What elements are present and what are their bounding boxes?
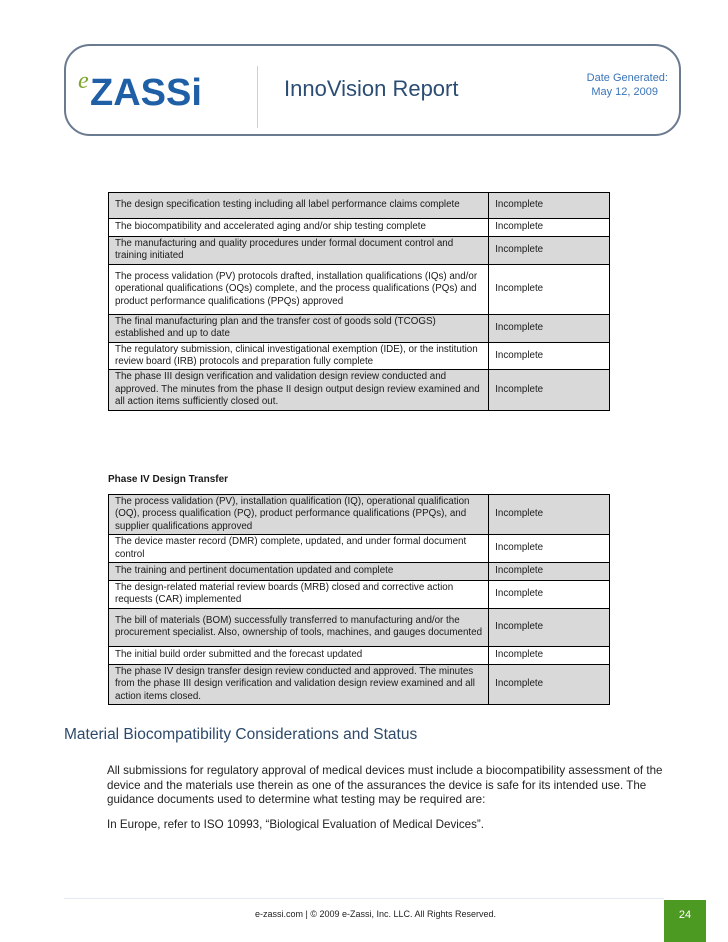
checklist-item: The phase IV design transfer design review conducted and approved. The minutes from the phase III design verification and validation design review examined and all action items closed.: [109, 664, 489, 704]
date-generated-value: May 12, 2009: [591, 86, 658, 98]
footer-copyright: e-zassi.com | © 2009 e-Zassi, Inc. LLC. All Rights Reserved.: [255, 909, 497, 919]
status-cell: Incomplete: [489, 646, 610, 664]
status-cell: Incomplete: [489, 608, 610, 646]
status-cell: Incomplete: [489, 563, 610, 581]
status-cell: Incomplete: [489, 664, 610, 704]
status-cell: Incomplete: [489, 342, 610, 370]
header-divider: [257, 66, 258, 128]
checklist-item: The device master record (DMR) complete, updated, and under formal document control: [109, 535, 489, 563]
checklist-item: The initial build order submitted and the forecast updated: [109, 646, 489, 664]
table-row: [109, 370, 610, 410]
checklist-item: The manufacturing and quality procedures under formal document control and training initiated: [109, 237, 489, 265]
table-row: [109, 193, 610, 219]
table-row: [109, 535, 610, 563]
logo-wordmark: ZASSi: [90, 72, 202, 114]
table-row: [109, 581, 610, 609]
table-row: [109, 563, 610, 581]
status-cell: Incomplete: [489, 370, 610, 410]
checklist-item: The phase III design verification and validation design review conducted and approved. The minutes from the phase II design output design review examined and all action items sufficiently closed out.: [109, 370, 489, 410]
date-generated-label: Date Generated:: [586, 72, 668, 84]
status-cell: Incomplete: [489, 581, 610, 609]
checklist-item: The biocompatibility and accelerated aging and/or ship testing complete: [109, 219, 489, 237]
status-cell: Incomplete: [489, 314, 610, 342]
status-cell: Incomplete: [489, 219, 610, 237]
phase4-section-label: Phase IV Design Transfer: [108, 474, 229, 485]
checklist-item: The final manufacturing plan and the transfer cost of goods sold (TCOGS) established and up to date: [109, 314, 489, 342]
table-row: [109, 219, 610, 237]
biocompatibility-paragraph: All submissions for regulatory approval of medical devices must include a biocompatibility assessment of the device and the materials use therein as one of the assurances the device is safe for its intended use. The guidance documents used to determine what testing may be required are:: [107, 764, 663, 807]
table-row: [109, 646, 610, 664]
table-row: [109, 495, 610, 535]
checklist-item: The training and pertinent documentation updated and complete: [109, 563, 489, 581]
table-row: [109, 608, 610, 646]
phase3-checklist-table: [108, 192, 610, 411]
table-row: [109, 314, 610, 342]
status-cell: Incomplete: [489, 495, 610, 535]
checklist-item: The design-related material review boards (MRB) closed and corrective action requests (CAR) implemented: [109, 581, 489, 609]
status-cell: Incomplete: [489, 535, 610, 563]
checklist-item: The bill of materials (BOM) successfully transferred to manufacturing and/or the procurement specialist. Also, ownership of tools, machines, and gauges documented: [109, 608, 489, 646]
table-row: [109, 342, 610, 370]
biocompatibility-heading: Material Biocompatibility Considerations and Status: [64, 726, 418, 743]
footer-divider: [64, 898, 664, 899]
phase4-checklist-table: [108, 494, 610, 705]
status-cell: Incomplete: [489, 264, 610, 314]
ezassi-logo: [78, 64, 218, 114]
table-row: [109, 664, 610, 704]
page-number-badge: [664, 900, 706, 942]
status-cell: Incomplete: [489, 193, 610, 219]
table-row: [109, 264, 610, 314]
checklist-item: The process validation (PV), installation qualification (IQ), operational qualification (OQ), process qualification (PQ), product performance qualifications (PPQs), and supplier qualifications approved: [109, 495, 489, 535]
table-row: [109, 237, 610, 265]
checklist-item: The process validation (PV) protocols drafted, installation qualifications (IQs) and/or operational qualifications (OQs) complete, and the process qualifications (PQs) and product performance qualifications (PPQs) approved: [109, 264, 489, 314]
page-number: 24: [678, 909, 692, 921]
report-title: InnoVision Report: [284, 76, 459, 101]
iso-reference-paragraph: In Europe, refer to ISO 10993, “Biological Evaluation of Medical Devices”.: [107, 818, 484, 831]
logo-e-mark: e: [78, 68, 89, 94]
checklist-item: The design specification testing including all label performance claims complete: [109, 193, 489, 219]
status-cell: Incomplete: [489, 237, 610, 265]
checklist-item: The regulatory submission, clinical investigational exemption (IDE), or the institution review board (IRB) protocols and preparation fully complete: [109, 342, 489, 370]
